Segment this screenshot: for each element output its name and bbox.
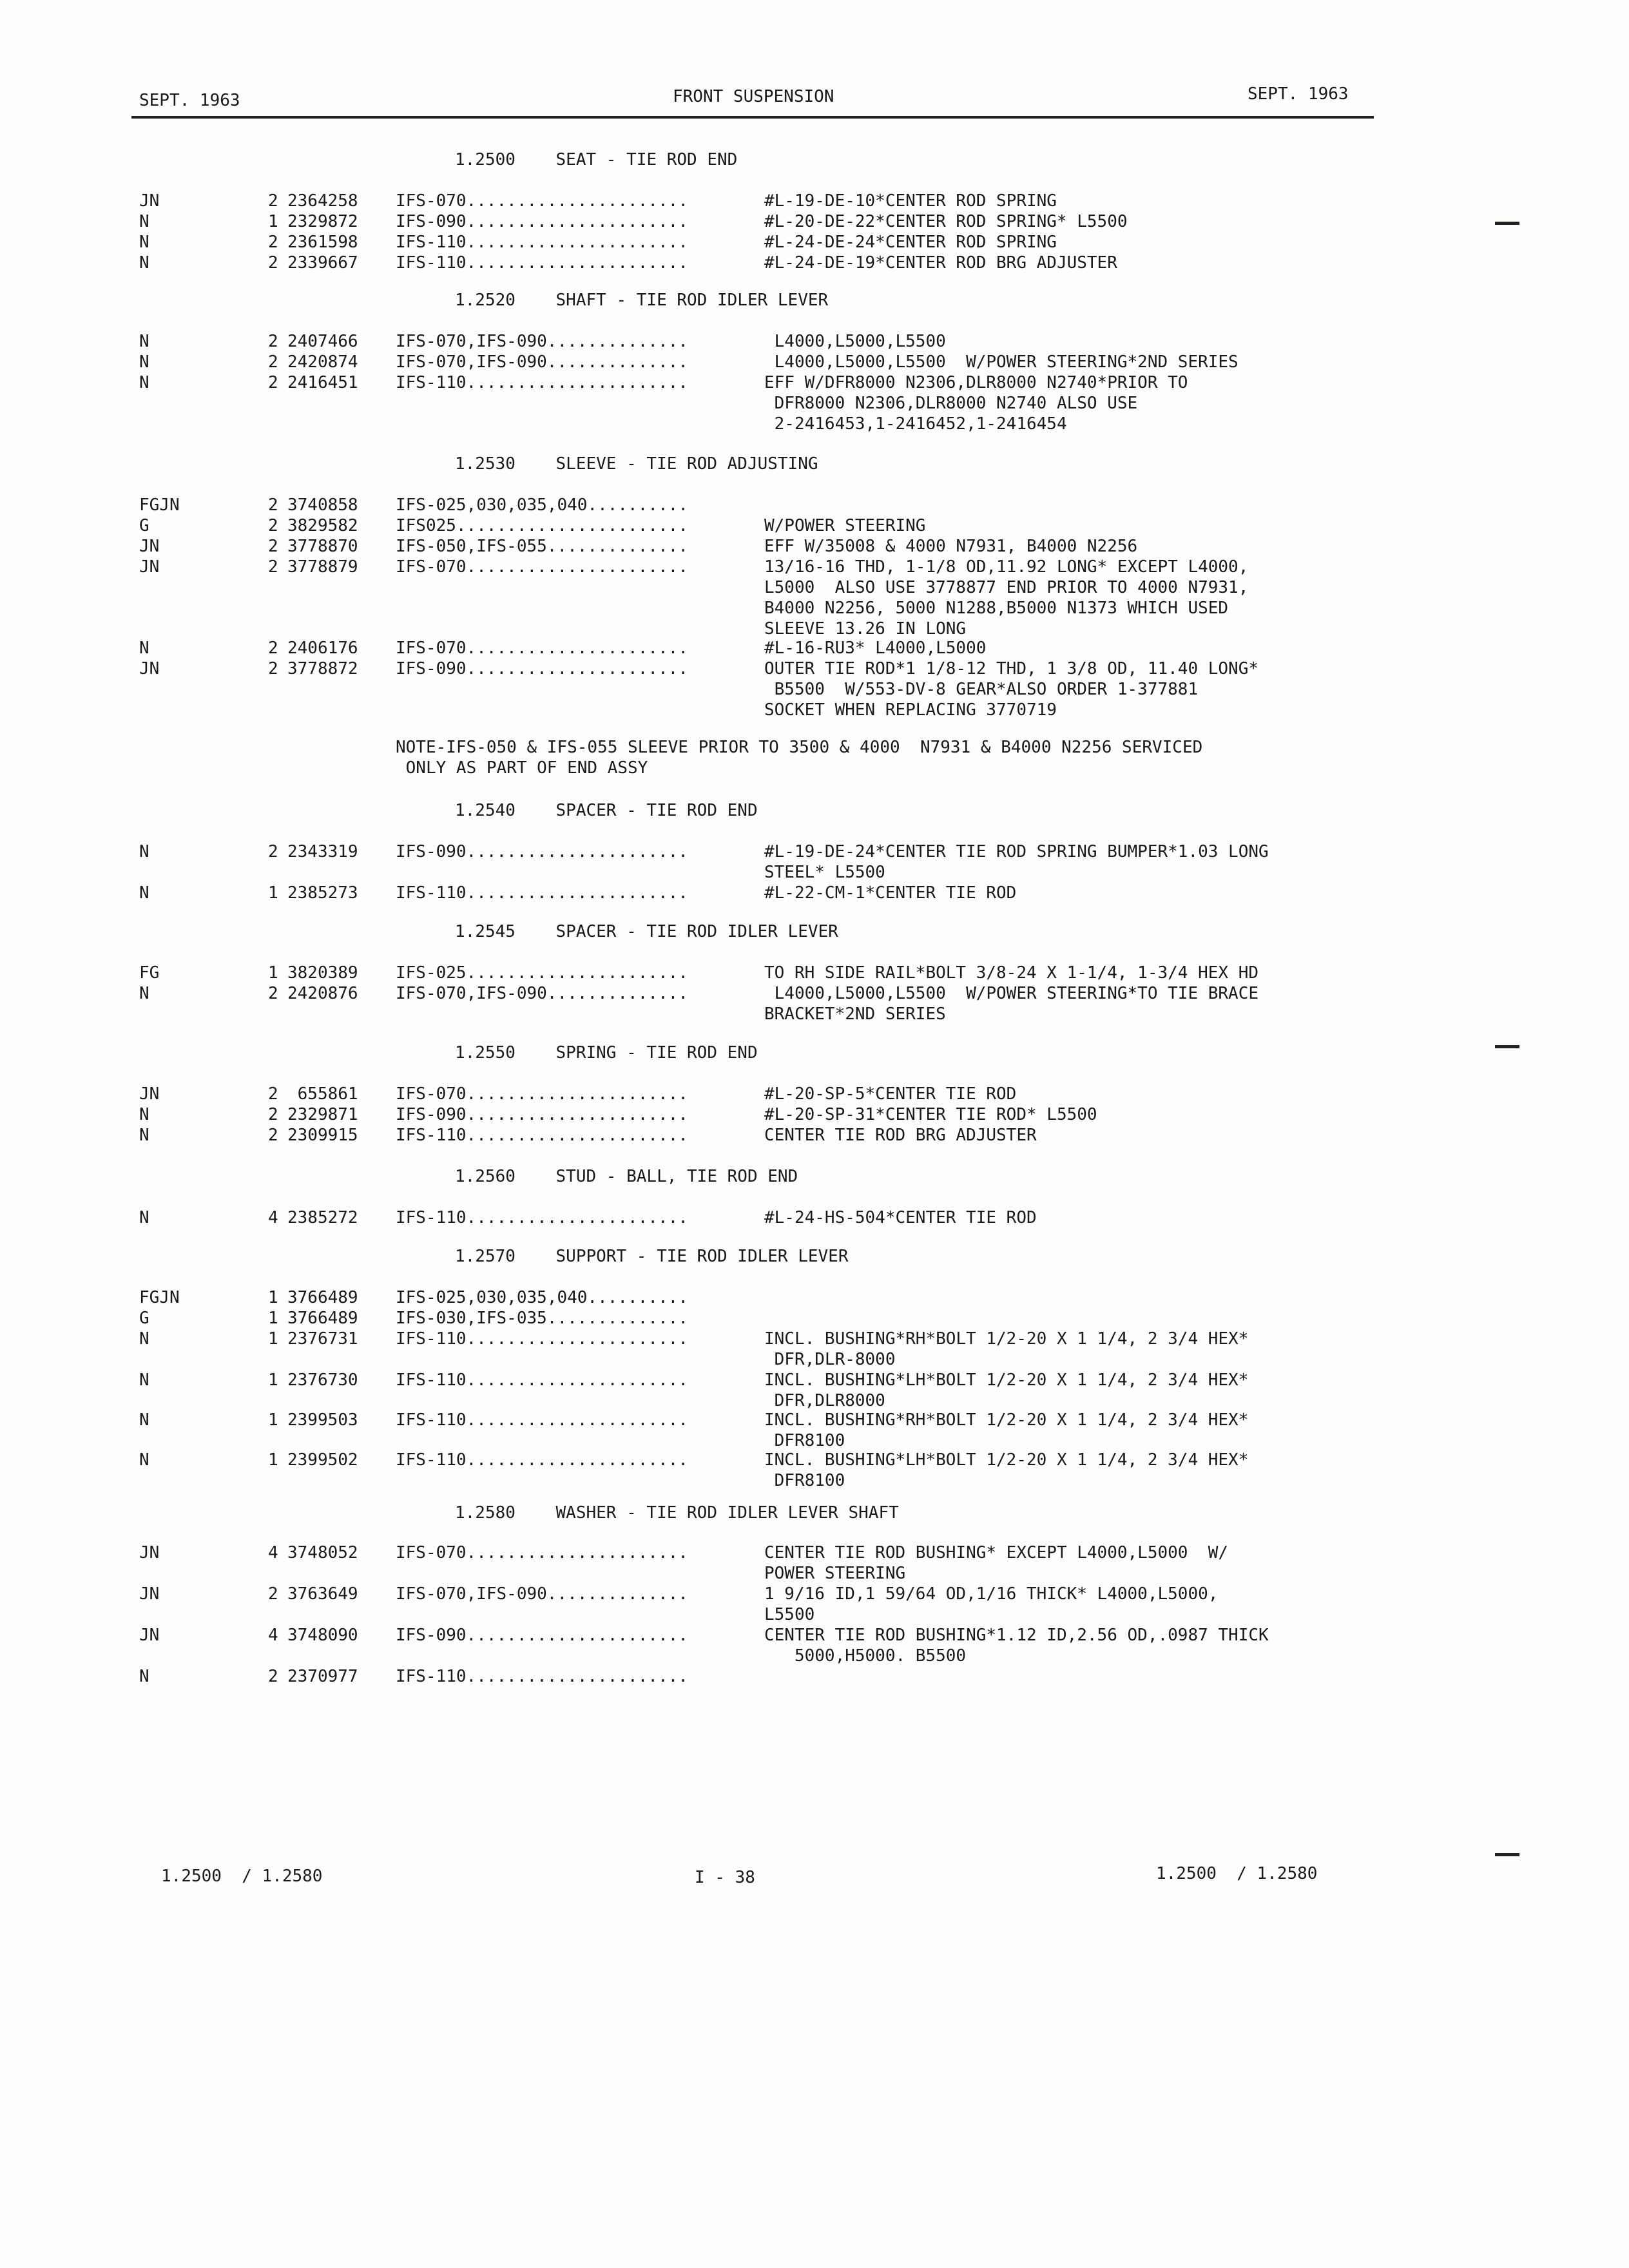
quantity: 2 <box>268 332 278 351</box>
description-line: OUTER TIE ROD*1 1/8-12 THD, 1 3/8 OD, 11.40 LONG* <box>764 659 1259 678</box>
part-number: 2343319 <box>287 842 358 861</box>
part-number: 2309915 <box>287 1126 358 1145</box>
section-title: 1.2500 SEAT - TIE ROD END <box>455 150 738 169</box>
quantity: 2 <box>268 1126 278 1145</box>
model-list: IFS-090...................... <box>396 1626 688 1645</box>
section-title: 1.2530 SLEEVE - TIE ROD ADJUSTING <box>455 454 818 474</box>
description-line: #L-20-DE-22*CENTER ROD SPRING* L5500 <box>764 212 1128 231</box>
description-line: L4000,L5000,L5500 <box>764 332 946 351</box>
description-line: B5500 W/553-DV-8 GEAR*ALSO ORDER 1-377881 <box>764 680 1199 699</box>
model-list: IFS-110...................... <box>396 1450 688 1470</box>
quantity: 2 <box>268 1667 278 1686</box>
part-number: 3740858 <box>287 495 358 515</box>
applicability-code: N <box>139 639 149 658</box>
applicability-code: JN <box>139 659 160 678</box>
section-title: 1.2520 SHAFT - TIE ROD IDLER LEVER <box>455 291 829 310</box>
part-number: 2420874 <box>287 352 358 372</box>
applicability-code: N <box>139 1105 149 1124</box>
quantity: 1 <box>268 963 278 983</box>
quantity: 1 <box>268 212 278 231</box>
description-line: #L-22-CM-1*CENTER TIE ROD <box>764 883 1017 903</box>
description-line: INCL. BUSHING*LH*BOLT 1/2-20 X 1 1/4, 2 3/4 HEX* <box>764 1450 1249 1470</box>
description-line: #L-16-RU3* L4000,L5000 <box>764 639 987 658</box>
quantity: 2 <box>268 1084 278 1104</box>
quantity: 2 <box>268 495 278 515</box>
quantity: 4 <box>268 1208 278 1227</box>
model-list: IFS-025,030,035,040.......... <box>396 1288 688 1307</box>
part-number: 2329872 <box>287 212 358 231</box>
description-line: 5000,H5000. B5500 <box>764 1646 967 1666</box>
applicability-code: N <box>139 352 149 372</box>
part-number: 2385273 <box>287 883 358 903</box>
description-line: #L-24-DE-24*CENTER ROD SPRING <box>764 233 1057 252</box>
quantity: 2 <box>268 537 278 556</box>
quantity: 2 <box>268 516 278 535</box>
description-line: #L-20-SP-31*CENTER TIE ROD* L5500 <box>764 1105 1097 1124</box>
description-line: 1 9/16 ID,1 59/64 OD,1/16 THICK* L4000,L5000, <box>764 1584 1219 1604</box>
section-title: 1.2540 SPACER - TIE ROD END <box>455 801 758 820</box>
model-list: IFS-070...................... <box>396 191 688 211</box>
model-list: IFS-090...................... <box>396 212 688 231</box>
description-line: DFR,DLR-8000 <box>764 1350 896 1369</box>
description-line: DFR,DLR8000 <box>764 1391 885 1410</box>
applicability-code: N <box>139 883 149 903</box>
part-number: 2370977 <box>287 1667 358 1686</box>
model-list: IFS-110...................... <box>396 1667 688 1686</box>
applicability-code: N <box>139 1329 149 1349</box>
part-number: 3829582 <box>287 516 358 535</box>
margin-mark <box>1495 1853 1519 1856</box>
description-line: EFF W/DFR8000 N2306,DLR8000 N2740*PRIOR TO <box>764 373 1188 392</box>
section-title: 1.2545 SPACER - TIE ROD IDLER LEVER <box>455 922 838 941</box>
header-center: FRONT SUSPENSION <box>673 87 834 106</box>
description-line: 13/16-16 THD, 1-1/8 OD,11.92 LONG* EXCEPT L4000, <box>764 557 1249 577</box>
model-list: IFS025....................... <box>396 516 688 535</box>
footer-left: 1.2500 / 1.2580 <box>161 1867 323 1886</box>
part-number: 2399502 <box>287 1450 358 1470</box>
model-list: IFS-110...................... <box>396 1410 688 1430</box>
quantity: 2 <box>268 253 278 273</box>
description-line: L4000,L5000,L5500 W/POWER STEERING*TO TIE BRACE <box>764 984 1259 1003</box>
applicability-code: N <box>139 984 149 1003</box>
applicability-code: G <box>139 516 149 535</box>
applicability-code: N <box>139 1410 149 1430</box>
header-rule <box>131 116 1374 119</box>
part-number: 3748090 <box>287 1626 358 1645</box>
applicability-code: JN <box>139 537 160 556</box>
model-list: IFS-110...................... <box>396 1126 688 1145</box>
quantity: 2 <box>268 659 278 678</box>
quantity: 2 <box>268 352 278 372</box>
part-number: 2416451 <box>287 373 358 392</box>
description-line: CENTER TIE ROD BRG ADJUSTER <box>764 1126 1037 1145</box>
description-line: #L-19-DE-10*CENTER ROD SPRING <box>764 191 1057 211</box>
quantity: 1 <box>268 1450 278 1470</box>
model-list: IFS-110...................... <box>396 233 688 252</box>
description-line: CENTER TIE ROD BUSHING* EXCEPT L4000,L5000 W/ <box>764 1543 1229 1562</box>
part-number: 2376731 <box>287 1329 358 1349</box>
part-number: 3766489 <box>287 1309 358 1328</box>
model-list: IFS-110...................... <box>396 253 688 273</box>
part-number: 2329871 <box>287 1105 358 1124</box>
applicability-code: JN <box>139 191 160 211</box>
applicability-code: G <box>139 1309 149 1328</box>
model-list: IFS-025,030,035,040.......... <box>396 495 688 515</box>
description-line: POWER STEERING <box>764 1564 906 1583</box>
part-number: 2385272 <box>287 1208 358 1227</box>
part-number: 3763649 <box>287 1584 358 1604</box>
applicability-code: N <box>139 1208 149 1227</box>
applicability-code: N <box>139 1450 149 1470</box>
model-list: IFS-070,IFS-090.............. <box>396 984 688 1003</box>
description-line: EFF W/35008 & 4000 N7931, B4000 N2256 <box>764 537 1138 556</box>
description-line: BRACKET*2ND SERIES <box>764 1004 946 1024</box>
model-list: IFS-110...................... <box>396 1208 688 1227</box>
header-right: SEPT. 1963 <box>1248 84 1349 104</box>
model-list: IFS-070...................... <box>396 1084 688 1104</box>
description-line: DFR8100 <box>764 1431 845 1450</box>
model-list: IFS-070...................... <box>396 557 688 577</box>
applicability-code: N <box>139 842 149 861</box>
footer-right: 1.2500 / 1.2580 <box>1156 1864 1318 1883</box>
description-line: L5000 ALSO USE 3778877 END PRIOR TO 4000 N7931, <box>764 578 1249 597</box>
model-list: IFS-050,IFS-055.............. <box>396 537 688 556</box>
applicability-code: N <box>139 332 149 351</box>
model-list: IFS-090...................... <box>396 842 688 861</box>
applicability-code: N <box>139 1370 149 1390</box>
part-number: 3778879 <box>287 557 358 577</box>
part-number: 2361598 <box>287 233 358 252</box>
applicability-code: N <box>139 253 149 273</box>
model-list: IFS-070,IFS-090.............. <box>396 332 688 351</box>
applicability-code: N <box>139 1667 149 1686</box>
part-number: 2364258 <box>287 191 358 211</box>
description-line: DFR8000 N2306,DLR8000 N2740 ALSO USE <box>764 394 1138 413</box>
description-line: DFR8100 <box>764 1471 845 1490</box>
quantity: 2 <box>268 1105 278 1124</box>
description-line: #L-24-DE-19*CENTER ROD BRG ADJUSTER <box>764 253 1117 273</box>
quantity: 2 <box>268 373 278 392</box>
part-number: 655861 <box>287 1084 358 1104</box>
quantity: 1 <box>268 1370 278 1390</box>
section-title: 1.2560 STUD - BALL, TIE ROD END <box>455 1167 798 1186</box>
model-list: IFS-070...................... <box>396 639 688 658</box>
description-line: L5500 <box>764 1605 815 1624</box>
margin-mark <box>1495 1045 1519 1048</box>
applicability-code: N <box>139 373 149 392</box>
description-line: CENTER TIE ROD BUSHING*1.12 ID,2.56 OD,.0987 THICK <box>764 1626 1269 1645</box>
description-line: INCL. BUSHING*RH*BOLT 1/2-20 X 1 1/4, 2 3/4 HEX* <box>764 1410 1249 1430</box>
description-line: INCL. BUSHING*LH*BOLT 1/2-20 X 1 1/4, 2 3/4 HEX* <box>764 1370 1249 1390</box>
footer-center: I - 38 <box>695 1868 755 1887</box>
part-number: 2420876 <box>287 984 358 1003</box>
part-number: 2407466 <box>287 332 358 351</box>
header-left: SEPT. 1963 <box>139 91 240 110</box>
section-title: 1.2570 SUPPORT - TIE ROD IDLER LEVER <box>455 1247 849 1266</box>
part-number: 2406176 <box>287 639 358 658</box>
description-line: #L-20-SP-5*CENTER TIE ROD <box>764 1084 1017 1104</box>
part-number: 2376730 <box>287 1370 358 1390</box>
applicability-code: FGJN <box>139 495 180 515</box>
quantity: 1 <box>268 1288 278 1307</box>
model-list: IFS-070,IFS-090.............. <box>396 1584 688 1604</box>
model-list: IFS-070,IFS-090.............. <box>396 352 688 372</box>
applicability-code: JN <box>139 1084 160 1104</box>
quantity: 1 <box>268 1309 278 1328</box>
description-line: #L-19-DE-24*CENTER TIE ROD SPRING BUMPER*1.03 LONG <box>764 842 1269 861</box>
quantity: 4 <box>268 1626 278 1645</box>
description-line: STEEL* L5500 <box>764 863 885 882</box>
model-list: IFS-090...................... <box>396 659 688 678</box>
model-list: IFS-070...................... <box>396 1543 688 1562</box>
section-note: ONLY AS PART OF END ASSY <box>396 758 648 778</box>
description-line: #L-24-HS-504*CENTER TIE ROD <box>764 1208 1037 1227</box>
applicability-code: FG <box>139 963 160 983</box>
model-list: IFS-025...................... <box>396 963 688 983</box>
quantity: 2 <box>268 557 278 577</box>
quantity: 2 <box>268 1584 278 1604</box>
quantity: 2 <box>268 842 278 861</box>
quantity: 2 <box>268 233 278 252</box>
applicability-code: N <box>139 1126 149 1145</box>
model-list: IFS-110...................... <box>396 1329 688 1349</box>
section-title: 1.2580 WASHER - TIE ROD IDLER LEVER SHAFT <box>455 1503 899 1523</box>
description-line: SOCKET WHEN REPLACING 3770719 <box>764 700 1057 720</box>
applicability-code: N <box>139 212 149 231</box>
part-number: 3778872 <box>287 659 358 678</box>
applicability-code: N <box>139 233 149 252</box>
model-list: IFS-110...................... <box>396 1370 688 1390</box>
applicability-code: FGJN <box>139 1288 180 1307</box>
description-line: 2-2416453,1-2416452,1-2416454 <box>764 414 1067 434</box>
quantity: 4 <box>268 1543 278 1562</box>
description-line: L4000,L5000,L5500 W/POWER STEERING*2ND SERIES <box>764 352 1239 372</box>
section-title: 1.2550 SPRING - TIE ROD END <box>455 1043 758 1062</box>
part-number: 2339667 <box>287 253 358 273</box>
model-list: IFS-090...................... <box>396 1105 688 1124</box>
applicability-code: JN <box>139 1584 160 1604</box>
part-number: 2399503 <box>287 1410 358 1430</box>
part-number: 3766489 <box>287 1288 358 1307</box>
quantity: 2 <box>268 639 278 658</box>
part-number: 3748052 <box>287 1543 358 1562</box>
model-list: IFS-110...................... <box>396 373 688 392</box>
description-line: B4000 N2256, 5000 N1288,B5000 N1373 WHICH USED <box>764 599 1229 618</box>
applicability-code: JN <box>139 1543 160 1562</box>
applicability-code: JN <box>139 1626 160 1645</box>
part-number: 3778870 <box>287 537 358 556</box>
quantity: 1 <box>268 1329 278 1349</box>
applicability-code: JN <box>139 557 160 577</box>
quantity: 1 <box>268 883 278 903</box>
quantity: 1 <box>268 1410 278 1430</box>
model-list: IFS-110...................... <box>396 883 688 903</box>
section-note: NOTE-IFS-050 & IFS-055 SLEEVE PRIOR TO 3500 & 4000 N7931 & B4000 N2256 SERVICED <box>396 738 1203 757</box>
model-list: IFS-030,IFS-035.............. <box>396 1309 688 1328</box>
part-number: 3820389 <box>287 963 358 983</box>
description-line: W/POWER STEERING <box>764 516 926 535</box>
description-line: TO RH SIDE RAIL*BOLT 3/8-24 X 1-1/4, 1-3/4 HEX HD <box>764 963 1259 983</box>
description-line: SLEEVE 13.26 IN LONG <box>764 619 967 639</box>
quantity: 2 <box>268 191 278 211</box>
quantity: 2 <box>268 984 278 1003</box>
margin-mark <box>1495 222 1519 225</box>
description-line: INCL. BUSHING*RH*BOLT 1/2-20 X 1 1/4, 2 3/4 HEX* <box>764 1329 1249 1349</box>
